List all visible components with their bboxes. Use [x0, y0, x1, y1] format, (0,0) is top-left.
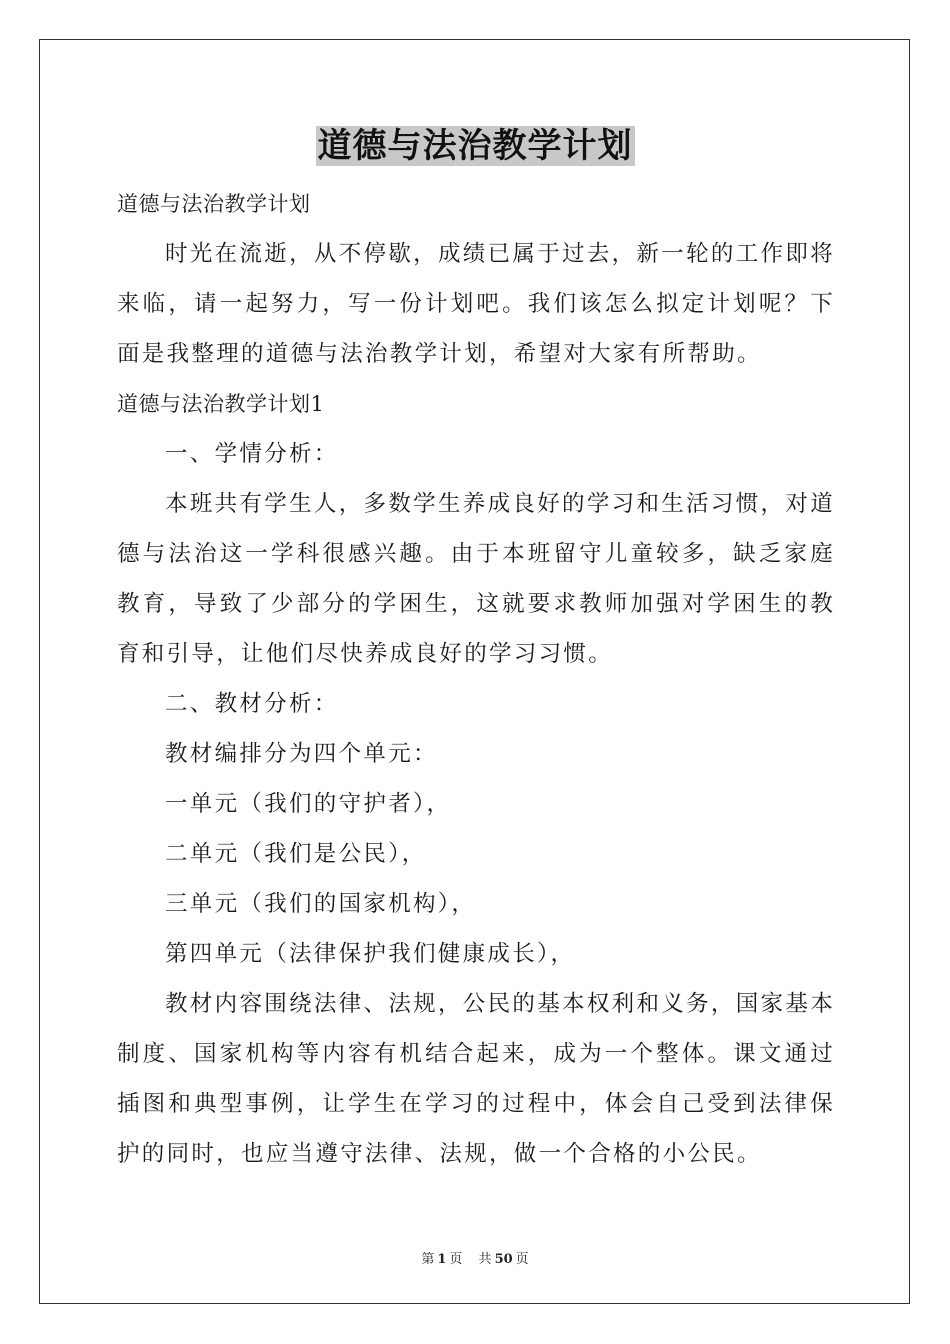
- learning-analysis-paragraph: 本班共有学生人，多数学生养成良好的学习和生活习惯，对道德与法治这一学科很感兴趣。由于本班留守儿童较多，缺乏家庭教育，导致了少部分的学困生，这就要求教师加强对学困生的教育和引导，让他们尽快养成良好的学习习惯。: [117, 491, 835, 667]
- document-subtitle: 道德与法治教学计划: [117, 192, 311, 216]
- unit-2: 二单元（我们是公民），: [165, 841, 427, 867]
- total-suffix: 页: [515, 1252, 529, 1267]
- heading-learning-analysis: 一、学情分析：: [165, 441, 339, 467]
- page-suffix: 页: [449, 1252, 463, 1267]
- textbook-units-intro: 教材编排分为四个单元：: [165, 741, 438, 767]
- document-title: 道德与法治教学计划: [317, 126, 633, 166]
- page-indicator: [418, 1252, 465, 1267]
- section-title: 道德与法治教学计划1: [117, 392, 325, 416]
- page-footer: [0, 1248, 950, 1267]
- textbook-content-paragraph: 教材内容围绕法律、法规，公民的基本权利和义务，国家基本制度、国家机构等内容有机结合起来，成为一个整体。课文通过插图和典型事例，让学生在学习的过程中，体会自己受到法律保护的同时，也应当遵守法律、法规，做一个合格的小公民。: [117, 991, 835, 1167]
- document-body: [117, 179, 835, 1179]
- unit-4: 第四单元（法律保护我们健康成长），: [165, 941, 576, 967]
- total-prefix: 共: [478, 1252, 492, 1267]
- title-container: [0, 126, 950, 166]
- unit-1: 一单元（我们的守护者），: [165, 791, 452, 817]
- total-pages: 50: [494, 1252, 513, 1267]
- heading-textbook-analysis: 二、教材分析：: [165, 691, 339, 717]
- page-number: 1: [437, 1252, 447, 1267]
- total-indicator: [476, 1252, 532, 1267]
- intro-paragraph: 时光在流逝，从不停歇，成绩已属于过去，新一轮的工作即将来临，请一起努力，写一份计划吧。我们该怎么拟定计划呢？下面是我整理的道德与法治教学计划，希望对大家有所帮助。: [117, 241, 835, 367]
- page-prefix: 第: [421, 1252, 435, 1267]
- unit-3: 三单元（我们的国家机构），: [165, 891, 477, 917]
